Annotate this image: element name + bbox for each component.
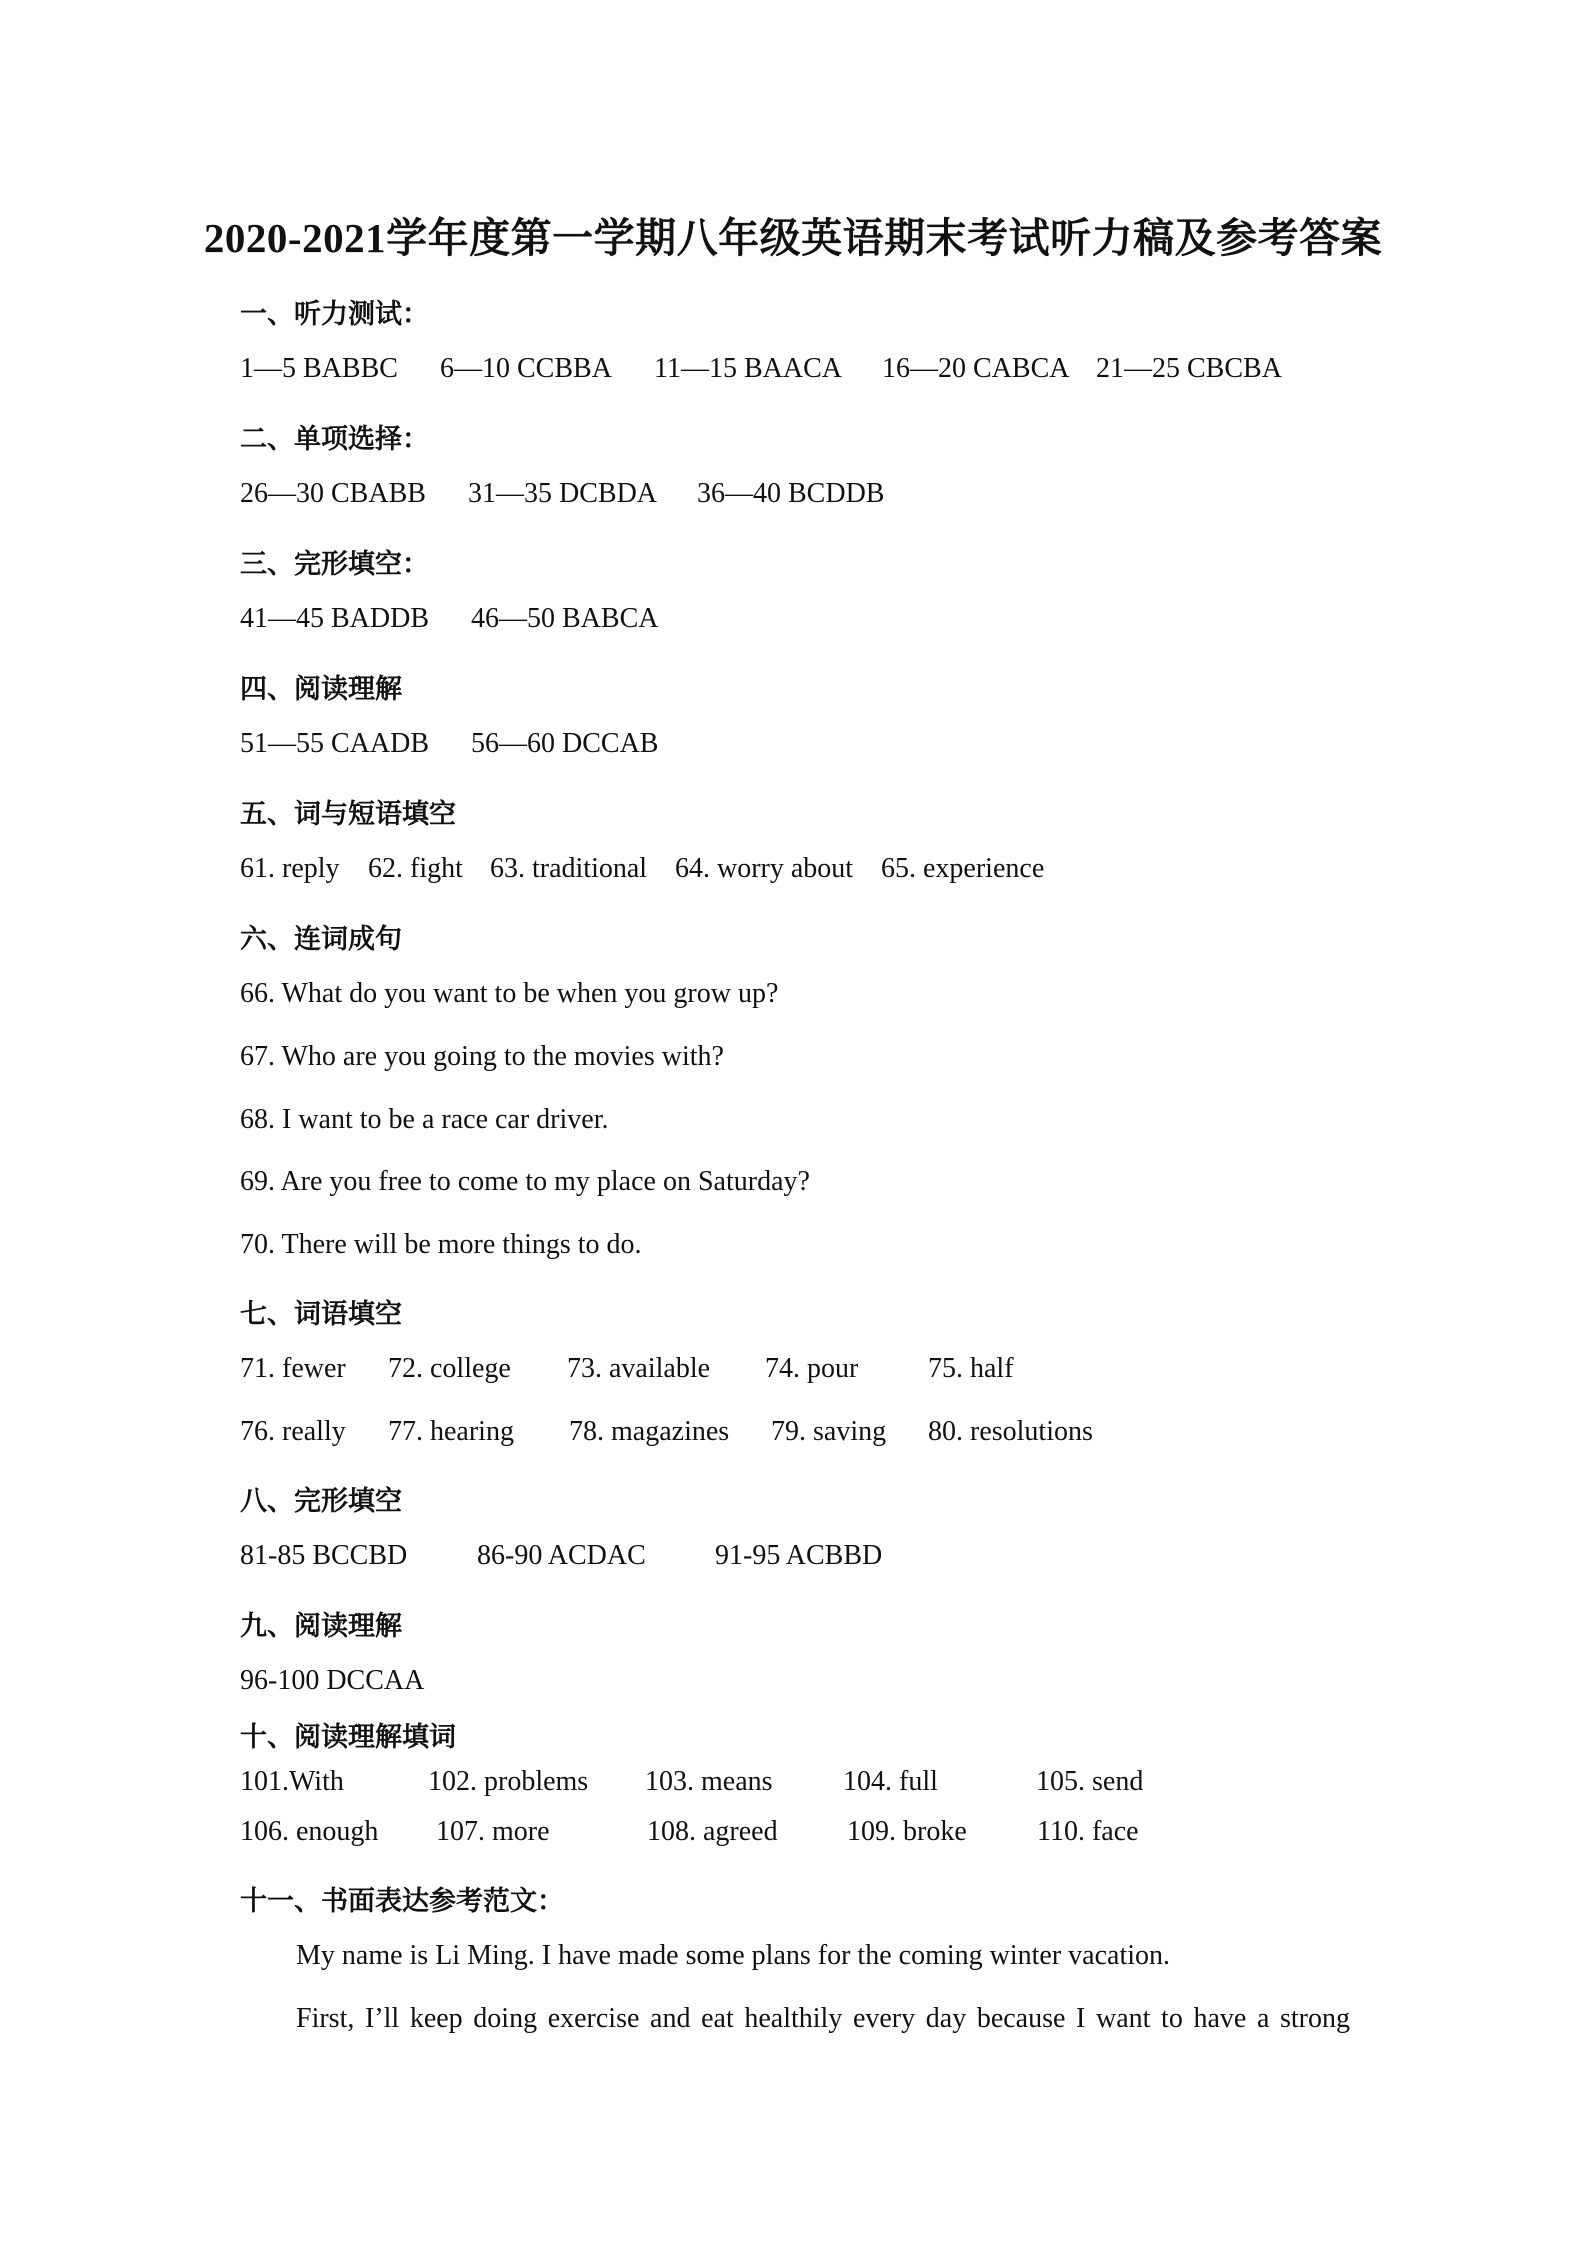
answer-item: 63. traditional (490, 853, 648, 884)
section-heading-word-fill: 五、词与短语填空 (240, 799, 456, 830)
section-heading-sentence-building: 六、连词成句 (240, 924, 402, 955)
answer-group: 11—15 BAACA (654, 353, 842, 384)
answer-item: 77. hearing (388, 1416, 514, 1447)
answer-sentence: 67. Who are you going to the movies with? (240, 1041, 724, 1072)
answer-item: 109. broke (847, 1816, 967, 1847)
answer-group: 6—10 CCBBA (440, 353, 612, 384)
section-heading-vocabulary-fill: 七、词语填空 (240, 1299, 402, 1330)
essay-paragraph: First, I’ll keep doing exercise and eat healthily every day because I want to have a strong (296, 2003, 1350, 2034)
answer-item: 105. send (1036, 1766, 1144, 1797)
answer-item: 75. half (928, 1353, 1014, 1384)
answer-group: 16—20 CABCA (882, 353, 1070, 384)
answer-item: 62. fight (368, 853, 463, 884)
answer-sentence: 70. There will be more things to do. (240, 1229, 642, 1260)
answer-item: 73. available (567, 1353, 711, 1384)
answer-item: 76. really (240, 1416, 346, 1447)
answer-item: 78. magazines (569, 1416, 730, 1447)
answer-item: 61. reply (240, 853, 340, 884)
answer-group: 26—30 CBABB (240, 478, 426, 509)
answer-sentence: 68. I want to be a race car driver. (240, 1104, 609, 1135)
answer-item: 79. saving (771, 1416, 887, 1447)
section-heading-single-choice: 二、单项选择： (240, 424, 429, 455)
page-title: 2020-2021学年度第一学期八年级英语期末考试听力稿及参考答案 (203, 215, 1383, 261)
answer-group: 36—40 BCDDB (697, 478, 885, 509)
answer-group: 91-95 ACBBD (715, 1540, 883, 1571)
answer-item: 110. face (1037, 1816, 1139, 1847)
answer-group: 56—60 DCCAB (471, 728, 659, 759)
answer-group: 96-100 DCCAA (240, 1665, 425, 1696)
answer-item: 65. experience (881, 853, 1045, 884)
answer-item: 71. fewer (240, 1353, 346, 1384)
answer-sentence: 69. Are you free to come to my place on Saturday? (240, 1166, 810, 1197)
answer-item: 74. pour (765, 1353, 859, 1384)
section-heading-cloze-2: 八、完形填空 (240, 1486, 402, 1517)
answer-group: 1—5 BABBC (240, 353, 398, 384)
answer-item: 103. means (645, 1766, 773, 1797)
answer-sentence: 66. What do you want to be when you grow up? (240, 978, 779, 1009)
answer-group: 86-90 ACDAC (477, 1540, 646, 1571)
section-heading-reading-2: 九、阅读理解 (240, 1611, 402, 1642)
section-heading-listening: 一、听力测试： (240, 299, 429, 330)
essay-paragraph: My name is Li Ming. I have made some plans for the coming winter vacation. (296, 1940, 1171, 1971)
answer-group: 41—45 BADDB (240, 603, 430, 634)
answer-group: 46—50 BABCA (471, 603, 659, 634)
answer-group: 81-85 BCCBD (240, 1540, 408, 1571)
answer-item: 101.With (240, 1766, 344, 1797)
section-heading-reading-fill: 十、阅读理解填词 (240, 1722, 456, 1753)
answer-item: 106. enough (240, 1816, 379, 1847)
answer-item: 72. college (388, 1353, 511, 1384)
answer-group: 31—35 DCBDA (468, 478, 658, 509)
section-heading-writing-sample: 十一、书面表达参考范文： (240, 1886, 564, 1917)
answer-item: 104. full (843, 1766, 938, 1797)
answer-group: 51—55 CAADB (240, 728, 430, 759)
answer-item: 102. problems (428, 1766, 589, 1797)
answer-item: 80. resolutions (928, 1416, 1093, 1447)
answer-item: 107. more (436, 1816, 550, 1847)
section-heading-cloze: 三、完形填空： (240, 549, 429, 580)
answer-item: 108. agreed (647, 1816, 778, 1847)
answer-group: 21—25 CBCBA (1096, 353, 1282, 384)
answer-item: 64. worry about (675, 853, 854, 884)
section-heading-reading: 四、阅读理解 (240, 674, 402, 705)
